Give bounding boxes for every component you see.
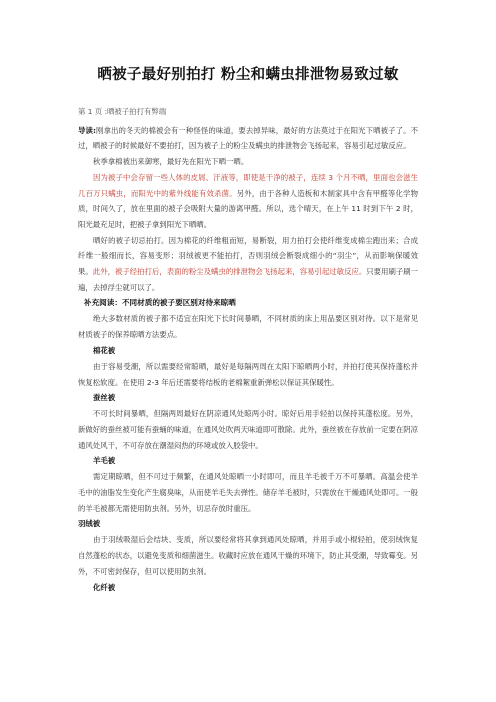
intro-lead: 导读: [78,125,96,135]
paragraph-2 [78,170,418,233]
paragraph-down: 由于羽绒吸湿后会结块、变质，所以要经常将其拿到通风处晾晒，并用手或小棍轻拍，使羽绒恢复自然蓬松的状态，以避免变质和细菌滋生。收藏时应放在通风干燥的环境下，防止其受潮，导致霉变。另外，不可密封保存，但可以使用防虫剂。 [78,535,418,576]
paragraph-3-a: 晒好的被子切忌拍打。因为棉花的纤维粗而短，易断裂，用力拍打会使纤维变成棉尘跑出来；合成纤维一般细而长，容易变形；羽绒被更不能拍打，否则羽绒会断裂成细小的“羽尘”，从而影响保暖效果。 [78,235,418,277]
heading-cotton: 棉花被 [93,345,116,355]
paragraph-cotton: 由于容易受潮，所以需要经常晾晒，最好是每隔两周在太阳下晾晒两小时，并拍打使其保持蓬松并恢复松软度。在使用 2-3 年后还需要将结板的老棉絮重新弹松以保证其保暖性。 [78,361,418,387]
heading-fiber: 化纤被 [93,582,116,592]
paragraph-2-highlight: 因为被子中会存留一些人体的皮屑、汗液等，即使是干净的被子，连续 3 个月不晒，里面也会滋生几百万只螨虫，而阳光中的紫外线能有效杀菌。 [78,172,418,198]
paragraph-silk: 不可长时间暴晒，但隔两周最好在阴凉通风处晾两小时。晾好后用手轻拍以保持其蓬松度。另外，新做好的蚕丝被可能有蚕蛹的味道，在通风处吹两天味道即可散除。此外，蚕丝被在存放前一定要在阴凉通风处风干，不可存放在潮湿闷热的环境或放入胶袋中。 [78,409,418,450]
paragraph-1: 秋季拿棉被出来御寒，最好先在阳光下晒一晒。 [93,157,249,167]
paragraph-2-rest: 另外，由于各种人造板和木制家具中含有甲醛等化学物质，时间久了，放在里面的被子会吸附大量的游离甲醛。所以，选个晴天，在上午 11 时到下午 2 时，阳光最充足时，把被子拿到阳光下晒晒。 [78,188,418,229]
heading-wool: 羊毛被 [93,456,116,466]
paragraph-3-c: 只要用刷子刷一遍，去掉浮尘就可以了。 [78,267,419,292]
intro-paragraph [78,123,418,154]
heading-down: 羽绒被 [78,519,101,529]
page-title: 晒被子最好别拍打 粉尘和螨虫排泄物易致过敏 [97,67,399,83]
intro-text: 刚拿出的冬天的棉被会有一种怪怪的味道，要去掉异味，最好的方法莫过于在阳光下晒被子了。不过，晒被子的时候最好不要拍打，因为被子上的粉尘及螨虫的排泄物会飞扬起来，容易引起过敏反应。 [78,125,418,151]
paragraph-4: 绝大多数材质的被子都不适宜在阳光下长时间暴晒，不同材质的床上用品要区别对待。以下是常见材质被子的保养晾晒方法要点。 [78,314,418,340]
paragraph-3-highlight: 此外，被子经拍打后，表面的粉尘及螨虫的排泄物会飞扬起来，容易引起过敏反应。 [92,267,367,277]
heading-silk: 蚕丝被 [93,393,116,403]
paragraph-wool: 需定期晾晒，但不可过于频繁，在通风处晾晒一小时即可，而且羊毛被千万不可暴晒。高温会使羊毛中的油脂发生变化产生腐臭味，从而使羊毛失去弹性。储存羊毛被时，只需放在干燥通风处即可。一般的羊毛被都无需使用防虫剂。另外，切忌存放时重压。 [78,472,418,513]
subtitle: 第 1 页 :晒被子拍打有弊端 [78,107,167,116]
section-heading: 补充阅读：不同材质的被子要区别对待来晾晒 [84,298,236,308]
paragraph-3 [78,233,418,296]
